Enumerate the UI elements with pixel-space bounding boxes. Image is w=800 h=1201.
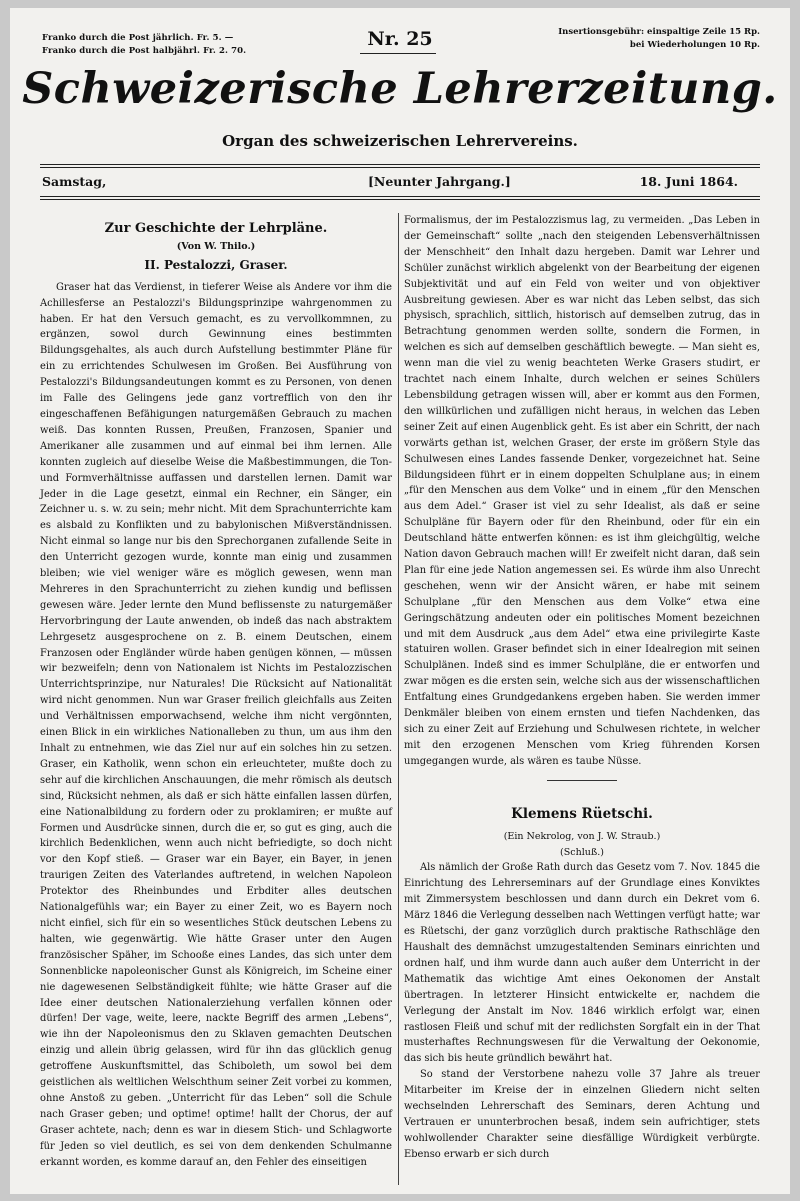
weekday: Samstag, xyxy=(42,174,107,189)
newspaper-page xyxy=(10,8,790,1194)
volume-label: [Neunter Jahrgang.] xyxy=(368,174,511,189)
article-continuation: Formalismus, der im Pestalozzismus lag, zu vermeiden. „Das Leben in der Gemeinschaft“ sollte „nach den steigenden Lebensverhältnissen der Menschheit“ den Inhalt dazu hergeben. Damit war Lehrer und Schüler zunächst wirklich abgelenkt von der Bearbeitung der eigenen Subjektivität und auf ein Feld von weiter und von objektiver Ausbreitung gewiesen. Aber es war nicht das Leben selbst, das sich physisch, sprachlich, sittlich, historisch auf demselben zutrug, das in Betrachtung genommen werden sollte, sondern die Formen, in welchen es sich auf demselben geschäftlich bewegte. — Man sieht es, wenn man die viel zu wenig beachteten Werke Grasers studirt, er trachtet nach einem Inhalte, durch welchen er seines Schülers Lebensbildung getragen wissen will, aber er kommt aus den Formen, den willkürlichen und zufälligen nicht heraus, in welchen das Leben seiner Zeit auf einen Augenblick geht. Es ist aber ein Schritt, der nach vorwärts gethan ist, welchen Graser, der erste im größern Style das Schulwesen eines Landes fassende Denker, vorgezeichnet hat. Seine Bildungsideen führt er in einem doppelten Schulplane aus; in einem „für den Menschen aus dem Volke“ und in einem „für den Menschen aus dem Adel.“ Graser ist viel zu sehr Idealist, als daß er seine Schulpläne für Bayern oder für den Rheinbund, oder für ein ein Deutschland hätte entwerfen können: es ist ihm gleichgültig, welche Nation davon Gebrauch machen will! Er zweifelt nicht daran, daß sein Plan für eine jede Nation angemessen sei. Es würde ihm also Unrecht geschehen, wenn wir der Ansicht wären, er habe mit seinem Schulplane „für den Menschen aus dem Volke“ etwa eine Geringschätzung andeuten oder ein politisches Moment bezeichnen und mit dem Ausdruck „aus dem Adel“ etwa eine privilegirte Kaste statuiren wollen. Graser befindet sich in einer Idealregion mit seinen Schulplänen. Indeß sind es immer Schulpläne, die er entworfen und zwar mögen es die ersten sein, welche sich aus der wissenschaftlichen Entfaltung eines Grundgedankens ergeben haben. Sie werden immer Denkmäler bleiben von einem ernsten und tiefen Nachdenken, das sich zu einer Zeit auf Erziehung und Schulwesen richtete, in welcher mit den erzogenen Menschen vom Krieg führenden Korsen umgegangen wurde, als wären es taube Nüsse. xyxy=(404,215,760,767)
obituary-title: Klemens Rüetschi. xyxy=(511,805,653,822)
obituary-continuation-note: (Schluß.) xyxy=(560,846,604,858)
article-author: (Von W. Thilo.) xyxy=(176,240,256,252)
advertising-rates xyxy=(558,26,760,52)
article-separator xyxy=(547,780,617,781)
obituary-paragraph: Als nämlich der Große Rath durch das Gesetz vom 7. Nov. 1845 die Einrichtung des Lehrerseminars auf der Grundlage eines Konviktes mit Zimmersystem beschlossen und dann durch ein Dekret vom 6. März 1846 die Verlegung desselben nach Wettingen verfügt hatte; war es Rüetschi, der ganz vorzüglich durch praktische Rathschläge den Haushalt des demnächst umzugestaltenden Seminars einrichten und ordnen half, und ihm wurde dann auch außer dem Unterricht in der Mathematik das wichtige Amt eines Oekonomen der Anstalt übertragen. In letzterer Hinsicht entwickelte er, nachdem die Verlegung der Anstalt im Nov. 1846 wirklich erfolgt war, einen rastlosen Fleiß und schuf mit der redlichsten Sorgfalt ein in der That musterhaftes Rechnungswesen für die Verwaltung der Oekonomie, das sich bis heute gründlich bewährt hat. xyxy=(404,862,760,1065)
issue-number: Nr. 25 xyxy=(367,28,433,50)
right-column xyxy=(404,213,760,1163)
article-title: Zur Geschichte der Lehrpläne. xyxy=(104,221,328,236)
price-line-halfyear: Franko durch die Post halbjährl. Fr. 2. 70. xyxy=(42,46,247,56)
article-section-heading: II. Pestalozzi, Graser. xyxy=(144,257,288,272)
price-line-annual: Franko durch die Post jährlich. Fr. 5. — xyxy=(42,33,234,43)
obituary-paragraph: So stand der Verstorbene nahezu volle 37 Jahre als treuer Mitarbeiter im Kreise der in einzelnen Gliedern nicht selten wechselnden Lehrerschaft des Seminars, deren Achtung und Vertrauen er ununterbrochen besaß, indem sein aufrichtiger, stets wohlwollender Charakter seine diesfällige Würdigkeit verbürgte. Ebenso erwarb er sich durch xyxy=(404,1069,760,1160)
masthead-subtitle: Organ des schweizerischen Lehrervereins. xyxy=(222,132,578,150)
ad-rate-line2: bei Wiederholungen 10 Rp. xyxy=(629,40,760,50)
issue-rule xyxy=(360,53,436,54)
issue-date: 18. Juni 1864. xyxy=(639,174,738,189)
header-rule-bottom-2 xyxy=(40,199,760,200)
obituary-author: (Ein Nekrolog, von J. W. Straub.) xyxy=(503,830,661,842)
header-rule-top xyxy=(40,164,760,165)
dateline xyxy=(40,174,760,192)
masthead-title: Schweizerische Lehrerzeitung. xyxy=(22,64,778,114)
left-column xyxy=(40,213,392,1170)
column-divider xyxy=(398,213,399,1185)
article-paragraph: Graser hat das Verdienst, in tieferer Weise als Andere vor ihm die Achillesferse an Pestalozzi's Bildungsprinzipe wahrgenommen zu haben. Er hat den Versuch gemacht, es zu vervollkommnen, zu ergänzen, sowol durch Gewinnung eines bestimmten Bildungsgehaltes, als auch durch Aufstellung bestimmter Pläne für ein zu errichtendes Schulwesen im Großen. Bei Ausführung von Pestalozzi's Bildungsandeutungen kommt es zu Personen, von denen im Falle des Gelingens jede ganz vortrefflich von den ihr eingeschaffenen Befähigungen naturgemäßen Gebrauch zu machen weiß. Das konnten Russen, Preußen, Franzosen, Spanier und Amerikaner alle zusammen und auf einmal bei ihm lernen. Alle konnten zugleich auf dieselbe Weise die Maßbestimmungen, die Ton- und Formverhältnisse auffassen und darstellen lernen. Damit war Jeder in die Lage gesetzt, einmal ein Rechner, ein Sänger, ein Zeichner u. s. w. zu sein; mehr nicht. Mit dem Sprachunterrichte kam es alsbald zu Konflikten und zu babylonischen Mißverständnissen. Nicht einmal so lange nur bis den Sprechorganen zufallende Seite in den Unterricht gezogen wurde, konnte man einig und zusammen bleiben; wie viel weniger wäre es möglich gewesen, wenn man Mehreres in den Sprachunterricht zu ziehen kundig und beflissen gewesen wäre. Jeder lernte den Mund beflissenste zu naturgemäßer Hervorbringung der Laute anwenden, ob indeß das nach abstraktem Lehrgesetz ausgesprochene on z. B. einem Deutschen, einem Franzosen oder Engländer würde haben genügen können, — müssen wir bezweifeln; denn von Nationalem ist Nichts im Pestalozzischen Unterrichtsprinzipe, nur Naturales! Die Rücksicht auf Nationalität wird nicht genommen. Nun war Graser freilich gleichfalls aus Zeiten und Verhältnissen emporwachsend, welche ihm nicht vergönnten, einen Blick in ein wirkliches Nationalleben zu thun, um aus ihm den Inhalt zu entnehmen, wie das Ziel nur auf ein solches hin zu setzen. Graser, ein Katholik, wenn schon ein erleuchteter, mußte doch zu sehr auf die kirchlichen Anschauungen, die mehr römisch als deutsch sind, Rücksicht nehmen, als daß er sich hätte einfallen lassen dürfen, eine Nationalbildung zu fordern oder zu proklamiren; er mußte auf Formen und Ausdrücke sinnen, durch die er, so gut es ging, auch die kirchlich Bedenklichen, wenn auch nicht befriedigte, so doch nicht vor den Kopf stieß. — Graser war ein Bayer, ein Bayer, in jenen traurigen Zeiten des Vaterlandes auftretend, in welchen Napoleon Protektor des Rheinbundes und Erbditer alles deutschen Nationalgefühls war; ein Bayer zu einer Zeit, wo es Bayern noch nicht einfiel, sich für ein so wesentliches Stück deutschen Lebens zu halten, wie gegenwärtig. Wie hätte Graser unter den Augen französischer Späher, im Schooße eines Landes, das sich unter dem Sonnenblicke napoleonischer Gunst als Königreich, im Scheine einer nie dagewesenen Selbständigkeit fühlte; wie hätte Graser auf die Idee einer deutschen Nationalerziehung verfallen können oder dürfen! Der vage, weite, leere, nackte Begriff des armen „Lebens“, wie ihn der Napoleonismus den zu Sklaven gemachten Deutschen einzig und allein übrig gelassen, wird für ihn das glücklich genug getroffene Auskunftsmittel, das Schiboleth, um sowol bei dem geistlichen als weltlichen Welschthum seiner Zeit vorbei zu kommen, ohne Anstoß zu geben. „Unterricht für das Leben“ soll die Schule nach Graser geben; und optime! optime! hallt der Chorus, der auf Graser achtete, nach; denn es war in diesem Stich- und Schlagworte für Jeden so viel deutlich, es sei von dem denkenden Schulmanne erkannt worden, es komme darauf an, den Fehler des einseitigen xyxy=(40,281,392,1168)
header-rule-bottom xyxy=(40,196,760,197)
header-rule-top-2 xyxy=(40,167,760,168)
ad-rate-line1: Insertionsgebühr: einspaltige Zeile 15 Rp. xyxy=(558,27,760,37)
